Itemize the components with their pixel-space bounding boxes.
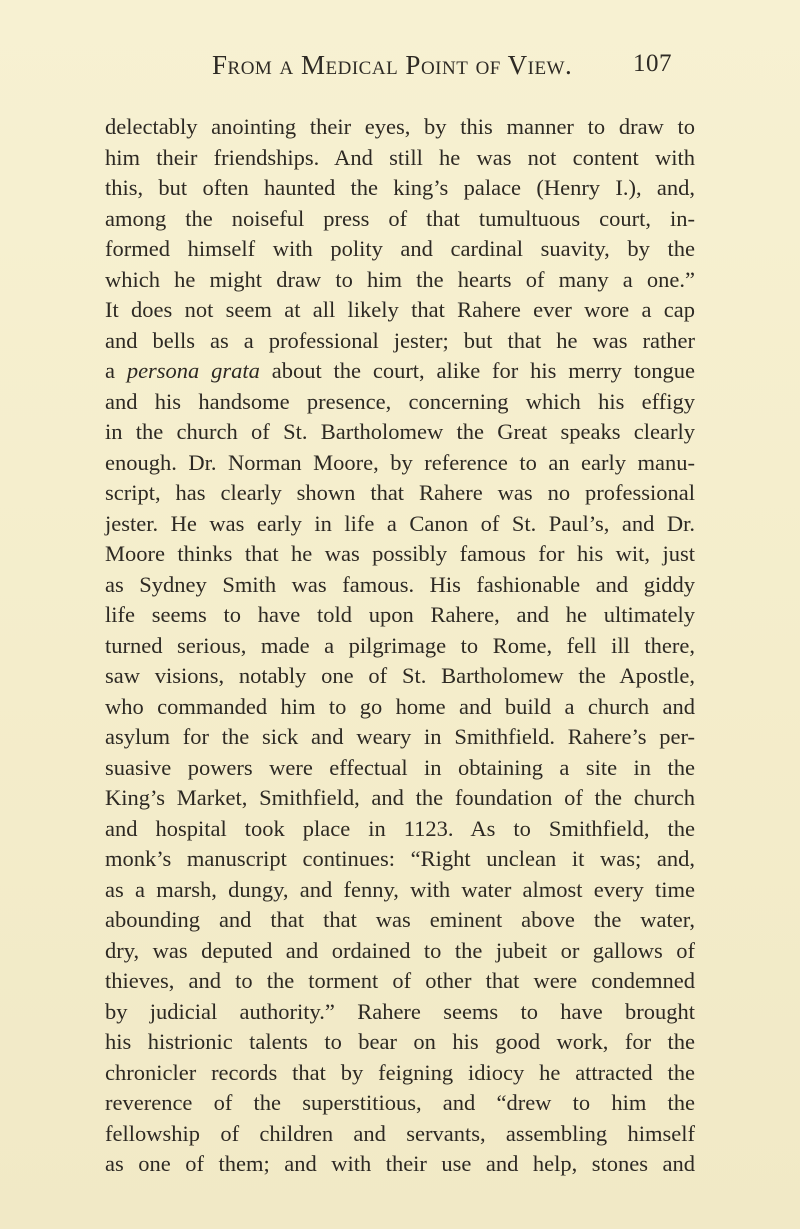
text-line: abounding and that that was eminent above the water,	[105, 907, 695, 932]
text-line: turned serious, made a pilgrimage to Rome, fell ill there,	[105, 632, 695, 658]
text-line: and bells as a professional jester; but that he was rather	[105, 327, 695, 353]
text-line: as one of them; and with their use and help, stones and	[105, 1151, 695, 1176]
text-line: which he might draw to him the hearts of many a one.”	[105, 266, 695, 292]
text-line: delectably anointing their eyes, by this manner to draw to	[105, 114, 695, 139]
text-line: fellowship of children and servants, assembling himself	[105, 1120, 695, 1146]
text-line: It does not seem at all likely that Rahere ever wore a cap	[105, 297, 695, 322]
text-line: who commanded him to go home and build a church and	[105, 693, 695, 719]
text-line: as a marsh, dungy, and fenny, with water almost every time	[105, 876, 695, 902]
text-line: saw visions, notably one of St. Bartholomew the Apostle,	[105, 663, 695, 688]
text-line: script, has clearly shown that Rahere was no professional	[105, 480, 695, 505]
text-line: King’s Market, Smithfield, and the foundation of the church	[105, 785, 695, 810]
text-line: among the noiseful press of that tumultuous court, in-	[105, 205, 695, 231]
text-line: Moore thinks that he was possibly famous for his wit, just	[105, 541, 695, 566]
text-line: monk’s manuscript continues: “Right unclean it was; and,	[105, 846, 695, 871]
text-line: dry, was deputed and ordained to the jubeit or gallows of	[105, 937, 695, 963]
text-line: formed himself with polity and cardinal suavity, by the	[105, 236, 695, 261]
italic-phrase: persona grata	[126, 358, 260, 383]
body-text	[105, 112, 695, 1180]
text-segment: a	[105, 358, 127, 383]
text-line: him their friendships. And still he was not content with	[105, 144, 695, 170]
running-head	[212, 50, 672, 86]
text-line: his histrionic talents to bear on his good work, for the	[105, 1029, 695, 1054]
page-number: 107	[633, 50, 672, 77]
text-line: reverence of the superstitious, and “drew to him the	[105, 1090, 695, 1115]
text-line: suasive powers were effectual in obtaining a site in the	[105, 754, 695, 780]
text-line: by judicial authority.” Rahere seems to have brought	[105, 998, 695, 1024]
text-line: asylum for the sick and weary in Smithfield. Rahere’s per-	[105, 724, 695, 749]
text-line: in the church of St. Bartholomew the Great speaks clearly	[105, 419, 695, 444]
text-line: jester. He was early in life a Canon of St. Paul’s, and Dr.	[105, 510, 695, 536]
text-line: enough. Dr. Norman Moore, by reference to an early manu-	[105, 449, 695, 475]
text-line: thieves, and to the torment of other that were condemned	[105, 968, 695, 993]
text-line: and his handsome presence, concerning which his effigy	[105, 388, 695, 414]
text-line: and hospital took place in 1123. As to Smithfield, the	[105, 815, 695, 841]
running-title: From a Medical Point of View.	[212, 50, 573, 80]
text-segment: about the court, alike for his merry tongue	[259, 358, 695, 383]
text-line: this, but often haunted the king’s palace (Henry I.), and,	[105, 175, 695, 200]
text-line-with-italic	[105, 356, 695, 387]
text-line: life seems to have told upon Rahere, and he ultimately	[105, 602, 695, 627]
text-line: as Sydney Smith was famous. His fashionable and giddy	[105, 571, 695, 597]
text-line: chronicler records that by feigning idiocy he attracted the	[105, 1059, 695, 1085]
